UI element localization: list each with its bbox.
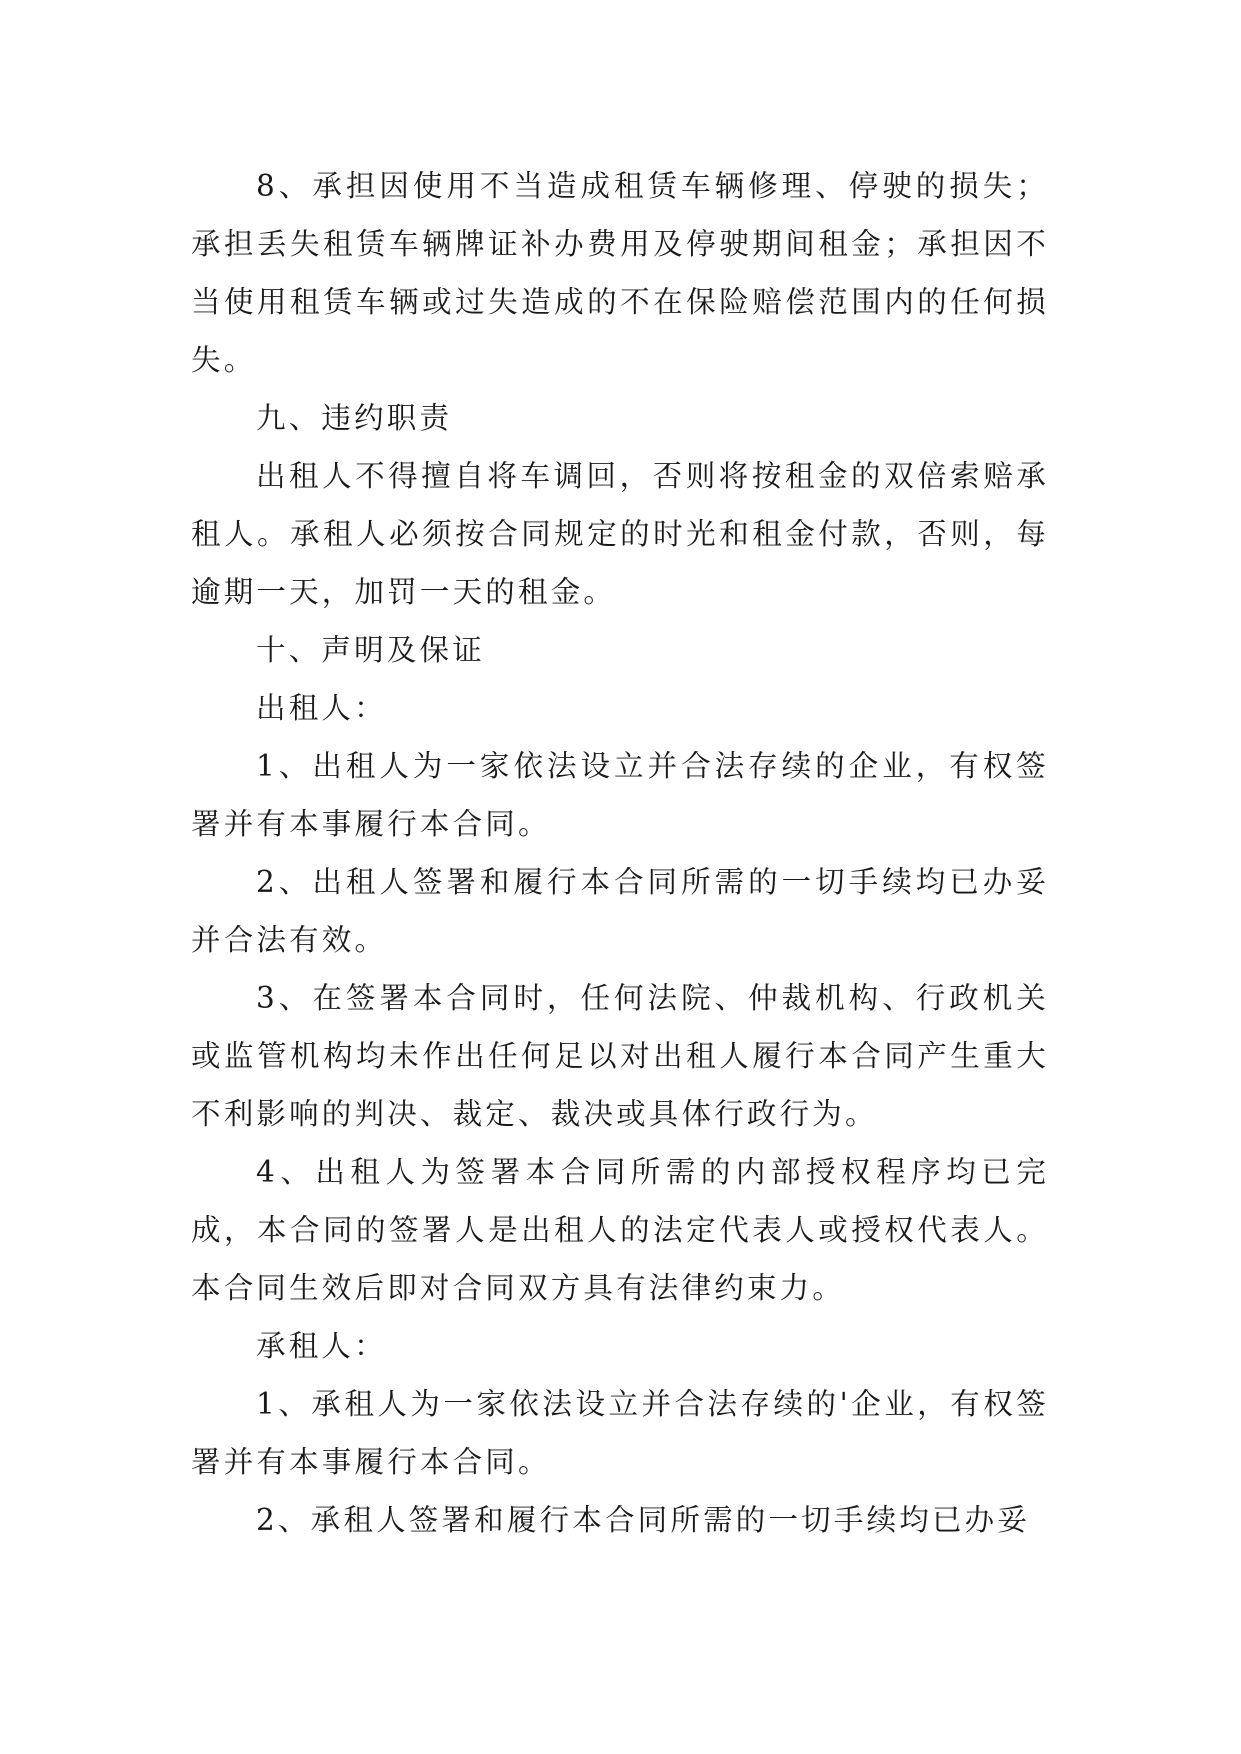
- lessee-clause-1: 1、承租人为一家依法设立并合法存续的'企业，有权签署并有本事履行本合同。: [191, 1387, 1049, 1479]
- breach-paragraph: 出租人不得擅自将车调回，否则将按租金的双倍索赔承租人。承租人必须按合同规定的时光和租金付款，否则，每逾期一天，加罚一天的租金。: [191, 459, 1049, 609]
- clause-8-paragraph: 8、承担因使用不当造成租赁车辆修理、停驶的损失；承担丢失租赁车辆牌证补办费用及停驶期间租金；承担因不当使用租赁车辆或过失造成的不在保险赔偿范围内的任何损失。: [191, 169, 1049, 377]
- lessee-heading: 承租人：: [256, 1329, 387, 1363]
- lessor-clause-1: 1、出租人为一家依法设立并合法存续的企业，有权签署并有本事履行本合同。: [191, 749, 1049, 841]
- section-10-heading: 十、声明及保证: [256, 633, 485, 667]
- lessor-clause-3: 3、在签署本合同时，任何法院、仲裁机构、行政机关或监管机构均未作出任何足以对出租人履行本合同产生重大不利影响的判决、裁定、裁决或具体行政行为。: [191, 981, 1049, 1131]
- document-page: [191, 157, 1049, 1549]
- lessor-heading: 出租人：: [256, 691, 387, 725]
- lessor-clause-4: 4、出租人为签署本合同所需的内部授权程序均已完成，本合同的签署人是出租人的法定代表人或授权代表人。本合同生效后即对合同双方具有法律约束力。: [191, 1155, 1049, 1305]
- lessee-clause-2: 2、承租人签署和履行本合同所需的一切手续均已办妥: [256, 1503, 1031, 1537]
- section-9-heading: 九、违约职责: [256, 401, 453, 435]
- lessor-clause-2: 2、出租人签署和履行本合同所需的一切手续均已办妥并合法有效。: [191, 865, 1049, 957]
